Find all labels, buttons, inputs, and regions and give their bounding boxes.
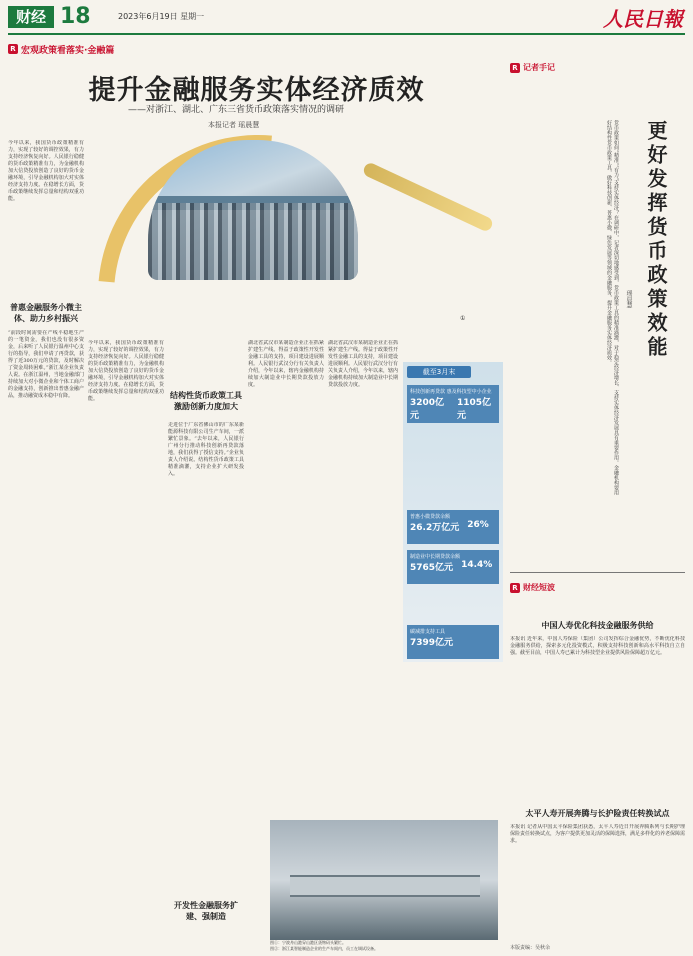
conveyor-belt <box>290 875 480 897</box>
intro-text <box>8 140 84 290</box>
section3-paragraph: 湖北省武汉市某制造企业正在抓紧扩建生产线。得益于政策性开发性金融工具的支持，项目建设进展顺利。人民银行武汉分行有关负责人介绍，今年以来，辖内金融机构持续加大制造业中长期贷款投放力度。 <box>248 340 324 388</box>
photo-caption-1: 图①：宁波舟山港穿山港区货物码头繁忙。 <box>270 940 346 945</box>
factory-photo <box>270 820 498 940</box>
section1-text <box>8 330 84 940</box>
headline: 提升金融服务实体经济质效 <box>88 75 425 106</box>
stat4-value-a: 7399亿元 <box>410 638 454 648</box>
briefs-kicker <box>510 582 555 593</box>
brief1-title: 中国人寿优化科技金融服务供给 <box>541 621 654 630</box>
photo-captions <box>270 940 498 954</box>
photo-caption-2: 图②：浙江某智能制造企业的生产车间内，员工在调试设备。 <box>270 946 378 951</box>
timeline-badge: 截至3月末 <box>407 366 471 378</box>
reporter-notes-paragraph: 货币政策如何“精准”“有力”支持实体经济？在调研中，记者深切地感受到，货币政策工具的精准滴灌，对于稳定经济增长、支持实体经济发展具有重要作用。金融机构要用好结构性货币政策工具，做好科技创新、普惠小微、绿色发展等领域的金融服务，提升金融服务实体经济质效。 <box>606 120 619 496</box>
brief1-text <box>510 636 685 746</box>
right-divider <box>510 572 685 573</box>
photo-marker-1: ① <box>460 315 466 322</box>
stat2-value-a: 26.2万亿元 <box>410 523 460 533</box>
column2-paragraph: 今年以来，我国货币政策精准有力，实现了较好的调控效果，有力支持经济恢复向好。人民银行稳健的货币政策精准有力，为金融机构加大信贷投放创造了良好的货币金融环境，引导金融机构加大对实体经济支持力度。在稳增长方面，货币政策继续发挥总量和结构双重功能。 <box>88 340 164 402</box>
page-footer: 本版责编：吴秋余 <box>510 945 551 951</box>
stat2-label: 普惠小微贷款余额 <box>410 514 451 520</box>
section2-paragraph: 走进位于广东省佛山市的广东某新能源科技有限公司生产车间，一派繁忙景象。“去年以来，人民银行广州分行推动科技创新再贷款落地，我们获得了授信支持。”企业负责人介绍说。结构性货币政策工具精准滴灌，支持企业扩大研发投入。 <box>168 422 244 477</box>
page-number: 18 <box>60 4 91 29</box>
r-badge-icon: R <box>510 63 520 73</box>
stat1-value-a: 3200亿元 <box>410 398 445 421</box>
brief2-title: 太平人寿开展奔腾与长护险责任转换试点 <box>525 809 670 818</box>
stat3-row <box>410 560 496 573</box>
section1-title: 普惠金融服务小微主体、助力乡村振兴 <box>10 303 82 323</box>
stat1-row <box>410 395 496 421</box>
stat2-row <box>410 520 496 533</box>
column4-text <box>248 340 324 850</box>
reporter-notes-label: 记者手记 <box>523 63 555 72</box>
intro-paragraph: 今年以来，我国货币政策精准有力，实现了较好的调控效果，有力支持经济恢复向好。人民银行稳健的货币政策精准有力，为金融机构加大信贷投放创造了良好的货币金融环境，引导金融机构加大对实体经济支持力度。在稳增长方面，货币政策继续发挥总量和结构双重功能。 <box>8 140 84 202</box>
brief2-paragraph: 本报讯 记者从中国太平保险集团获悉，太平人寿近日开展奔腾系列与长期护理保险责任转换试点，为客户提供更加灵活的保障选择，满足多样化的养老保障需求。 <box>510 824 685 844</box>
reporter-notes-text <box>514 120 619 500</box>
article-kicker <box>8 42 114 56</box>
stat-box-2 <box>407 510 499 544</box>
r-badge-icon: R <box>510 583 520 593</box>
section1-paragraph: “前段时间需要在产线平稳地生产的一笔资金，我们也没有很多资金，后来听了人民银行温州中心支行的指导，我们申请了再贷款，获得了近300万元的贷款，及时解决了资金周转困难。”浙江某企业负责人说。在浙江温州，当地金融部门持续加大对小微企业和个体工商户的金融支持，创新推出普惠金融产品，推动融资成本稳中有降。 <box>8 330 84 399</box>
section-label: 财经 <box>8 6 54 28</box>
brief2-text <box>510 824 685 924</box>
date-line: 2023年6月19日 星期一 <box>118 12 205 21</box>
stat4-label: 碳减排支持工具 <box>410 629 446 635</box>
masthead <box>0 0 693 34</box>
reporter-notes-title: 更好发挥货币政策效能 <box>644 120 668 360</box>
r-badge-icon: R <box>8 44 18 54</box>
stat3-label: 制造业中长期贷款余额 <box>410 554 461 560</box>
stat1-label: 科技创新再贷款 惠及科技型中小企业 <box>410 389 492 395</box>
stat-box-4 <box>407 625 499 659</box>
right-column <box>510 40 685 952</box>
reporter-notes-kicker <box>510 62 555 73</box>
header-rule <box>8 33 685 35</box>
briefs-label: 财经短波 <box>523 583 555 592</box>
byline: 本报记者 瑶晨慧 <box>208 121 260 129</box>
stat3-value-b: 14.4% <box>461 560 493 570</box>
column2-text <box>88 340 164 940</box>
subheadline: ——对浙江、湖北、广东三省货币政策落实情况的调研 <box>128 105 345 115</box>
main-article <box>8 40 505 952</box>
stat2-value-b: 26% <box>467 520 489 530</box>
reporter-notes-author: 瑶晨慧 <box>625 290 632 308</box>
photo-cranes <box>148 203 358 280</box>
column5-paragraph: 湖北省武汉市某制造企业正在抓紧扩建生产线。得益于政策性开发性金融工具的支持，项目建设进展顺利。人民银行武汉分行有关负责人介绍，今年以来，辖内金融机构持续加大制造业中长期贷款投放力度。 <box>328 340 398 388</box>
stat3-value-a: 5765亿元 <box>410 563 454 573</box>
stat4-row <box>410 635 496 648</box>
stat-box-3 <box>407 550 499 584</box>
section3-title: 开发性金融服务扩建、强制造 <box>174 901 238 921</box>
brief1-paragraph: 本报讯 近年来，中国人寿保险（集团）公司发挥综合金融优势，不断优化科技金融服务供给，探索多元化投资模式，积极支持科技创新和高水平科技自立自强。截至目前，中国人寿已累计为科技型企业提供风险保障超万亿元。 <box>510 636 685 656</box>
column5-text <box>328 340 398 850</box>
stat1-value-b: 1105亿元 <box>457 398 492 421</box>
kicker-text: 宏观政策看落实·金融篇 <box>21 45 115 56</box>
section2-title: 结构性货币政策工具激励创新力度加大 <box>170 391 242 411</box>
stat-box-1 <box>407 385 499 423</box>
section2-text <box>168 422 244 892</box>
newspaper-logo: 人民日報 <box>603 7 683 31</box>
